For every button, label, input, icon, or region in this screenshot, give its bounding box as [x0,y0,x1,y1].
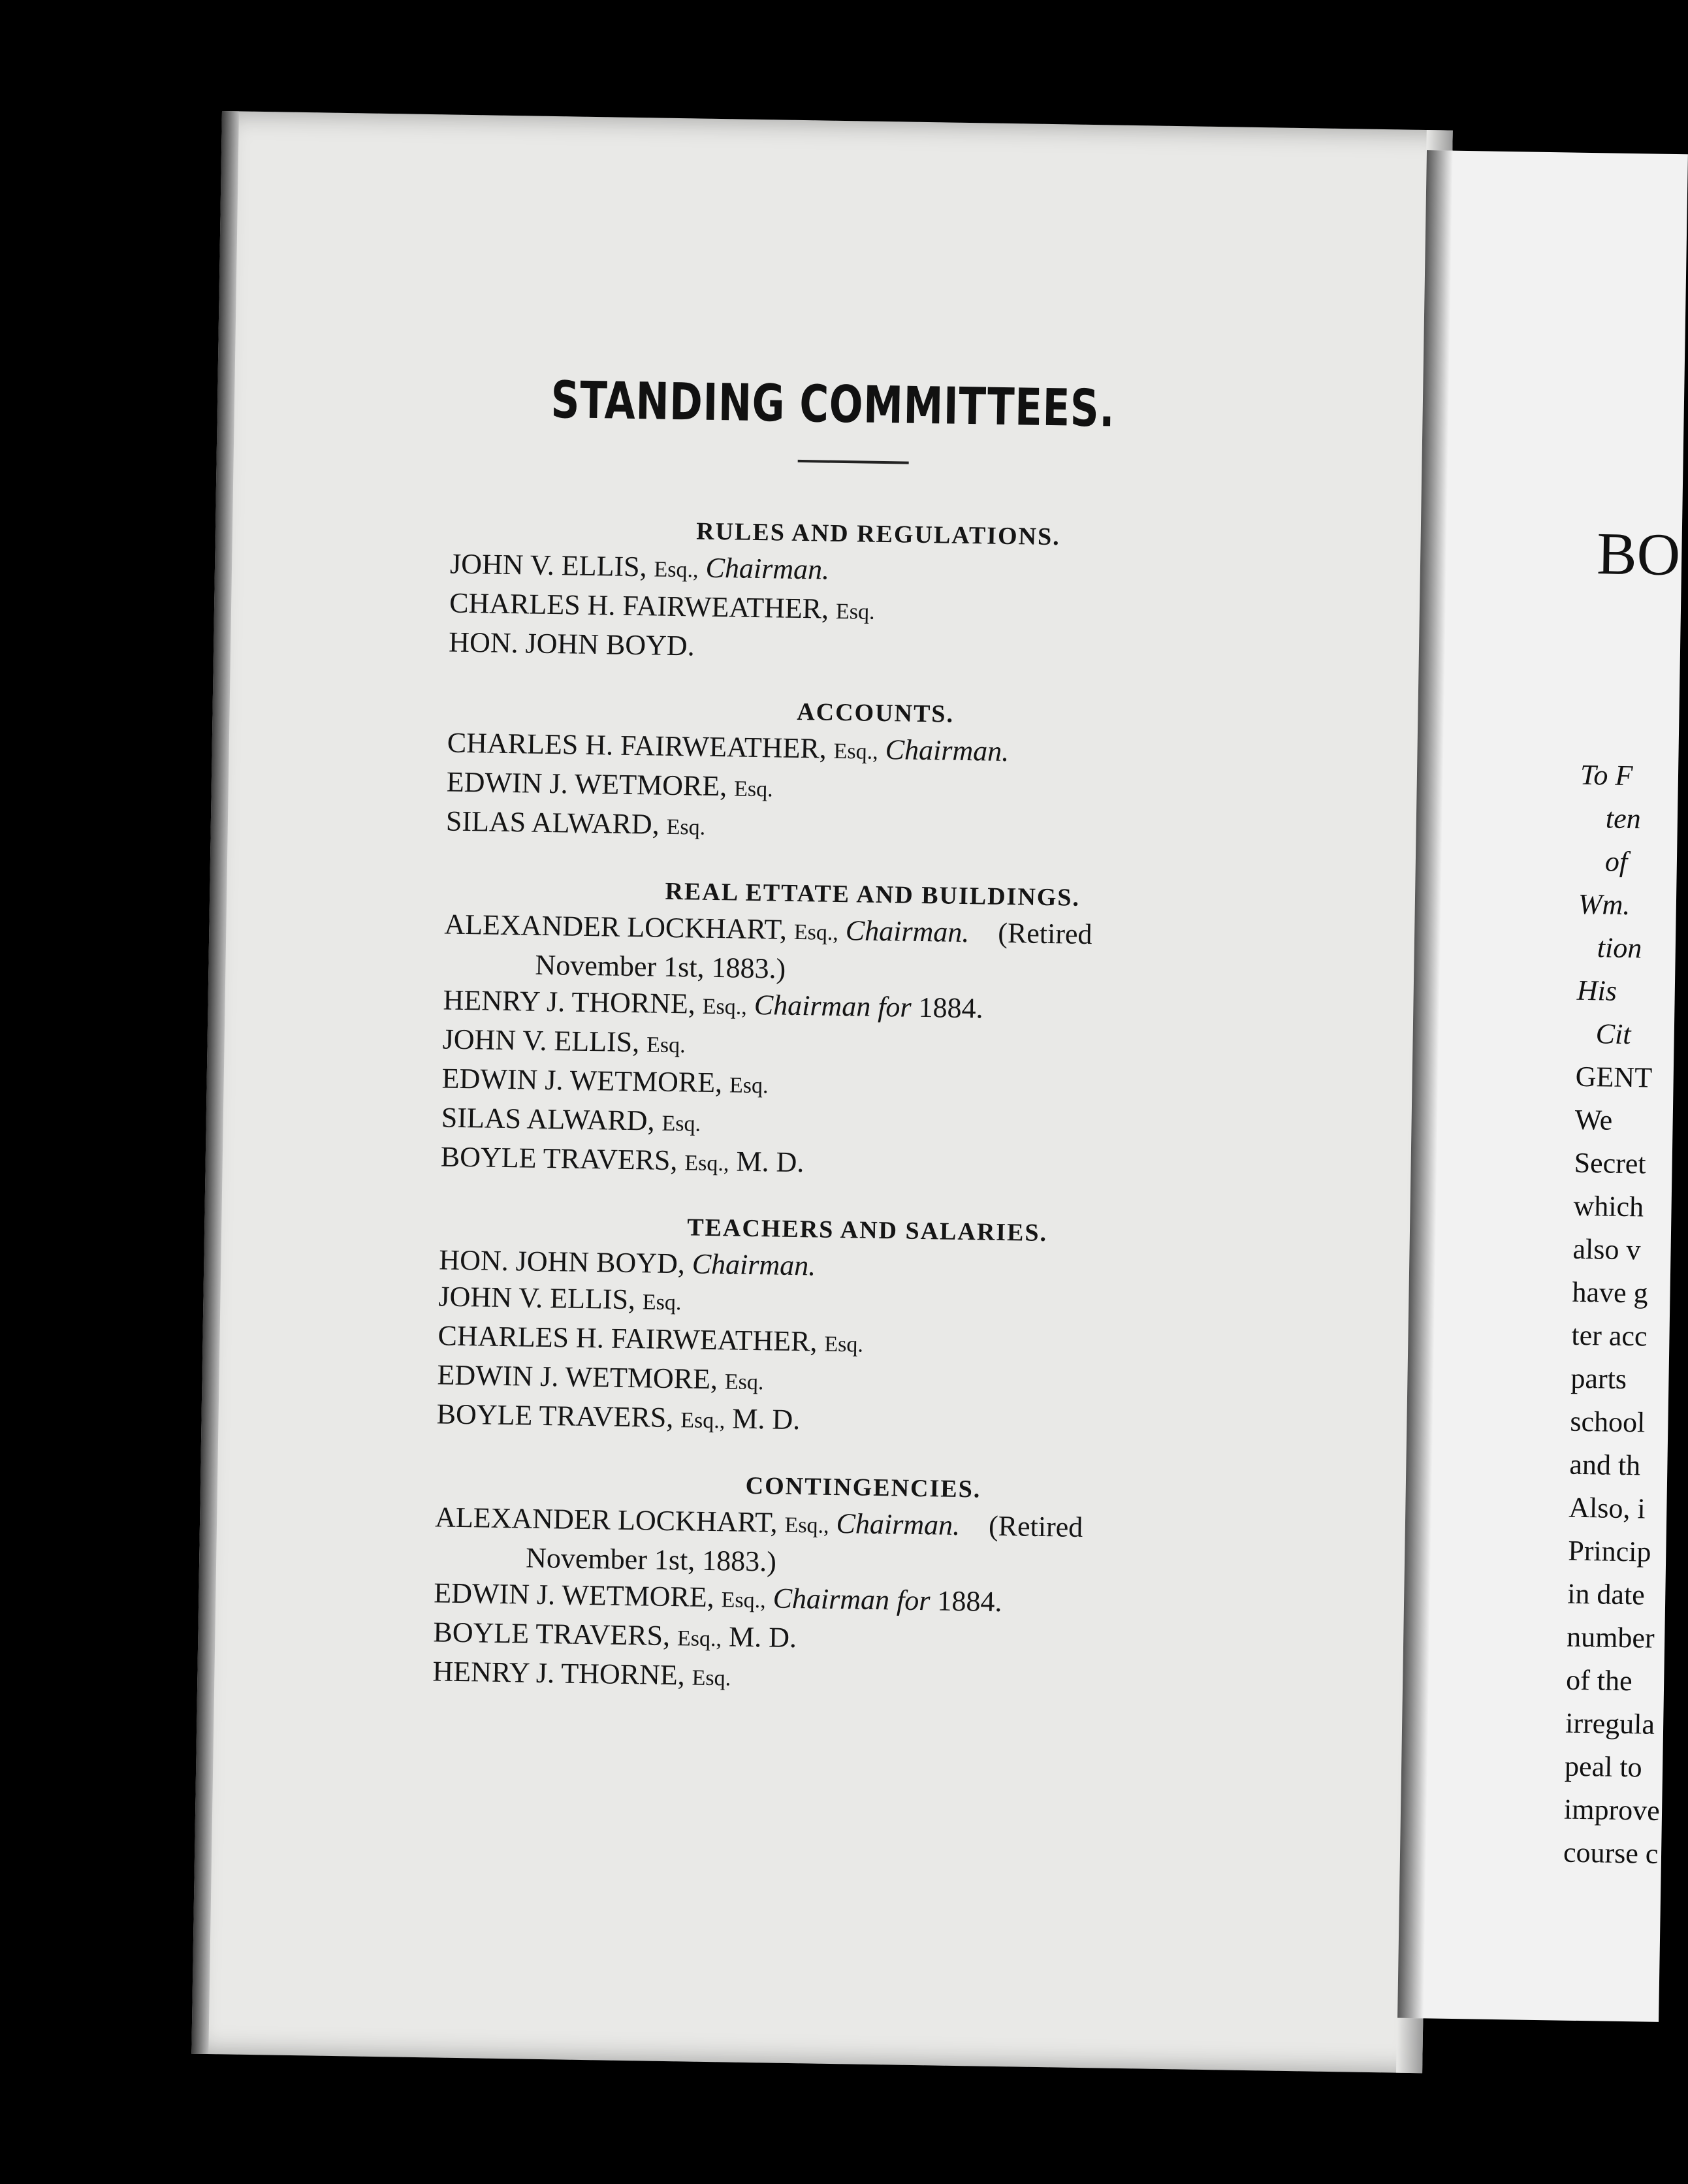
text-line: have g [1572,1276,1649,1309]
member-name: CHARLES H. FAIRWEATHER, [438,1319,818,1358]
member-suffix: Esq. [824,1332,864,1357]
committee-member [434,1499,1317,1588]
member-name: ALEXANDER LOCKHART, [434,1501,778,1539]
committee-heading: TEACHERS AND SALARIES. [686,1213,1048,1247]
member-extra: 1884. [918,991,984,1025]
text-line: improve [1563,1793,1661,1827]
text-line: irregula [1565,1707,1655,1741]
member-name: BOYLE TRAVERS, [436,1398,674,1434]
member-role: Chairman. [692,1247,816,1282]
text-line: Also, i [1568,1491,1646,1525]
member-extra: 1884. [937,1584,1002,1618]
text-line: ter acc [1571,1319,1648,1353]
committee-section [449,513,1332,675]
member-note-continued: November 1st, 1883.) [525,1541,777,1578]
right-page [1397,150,1688,2022]
member-name: JOHN V. ELLIS, [442,1023,640,1059]
committee-section [445,692,1329,856]
committee-section [436,1209,1321,1449]
text-line: of [1604,845,1628,878]
member-name: HON. JOHN BOYD. [448,626,695,662]
text-line: Secret [1574,1146,1646,1180]
text-line: school [1570,1405,1646,1439]
text-line: in date [1567,1577,1646,1611]
text-line: Wm. [1578,888,1631,922]
member-name: SILAS ALWARD, [441,1101,655,1137]
committee-member [443,907,1326,996]
member-note: (Retired [997,916,1092,951]
member-extra: M. D. [728,1620,797,1654]
member-suffix: Esq., [684,1151,729,1176]
member-suffix: Esq. [661,1111,701,1136]
committee-list [432,513,1332,1738]
member-name: EDWIN J. WETMORE, [446,765,727,803]
member-name: EDWIN J. WETMORE, [441,1062,723,1099]
text-line: and th [1569,1448,1641,1482]
member-suffix: Esq., [721,1588,766,1613]
committee-heading: CONTINGENCIES. [745,1471,981,1503]
text-line: His [1576,974,1617,1007]
member-name: EDWIN J. WETMORE, [437,1358,718,1396]
member-role: Chairman. [705,551,830,586]
text-line: Princip [1567,1534,1651,1568]
member-suffix: Esq., [833,739,878,764]
member-role: Chairman. [836,1507,961,1542]
member-suffix: Esq. [733,777,773,802]
committee-section [440,874,1326,1192]
member-name: BOYLE TRAVERS, [440,1140,678,1177]
member-suffix: Esq. [692,1665,731,1691]
text-line: also v [1572,1232,1641,1266]
page-title: STANDING COMMITTEES. [550,370,1116,439]
text-line: tion [1597,931,1642,965]
text-line: peal to [1564,1750,1643,1784]
member-suffix: Esq., [702,994,748,1020]
member-suffix: Esq., [654,557,699,583]
member-suffix: Esq., [677,1626,722,1652]
text-line: To F [1580,758,1633,792]
member-suffix: Esq. [729,1073,769,1099]
member-suffix: Esq. [666,814,706,840]
text-line: of the [1565,1663,1633,1697]
left-page [191,111,1452,2073]
right-page-text [1563,754,1677,1876]
committee-section [432,1466,1317,1706]
member-role: Chairman for [754,988,912,1023]
member-name: CHARLES H. FAIRWEATHER, [449,586,829,625]
text-line: which [1573,1189,1644,1223]
member-suffix: Esq., [784,1513,829,1538]
text-line: We [1574,1103,1613,1136]
member-name: HON. JOHN BOYD, [439,1244,686,1280]
member-name: BOYLE TRAVERS, [433,1616,671,1652]
title-divider [798,460,909,464]
member-role: Chairman for [772,1582,931,1617]
right-page-heading: BO [1596,520,1681,588]
text-line: GENT [1575,1060,1653,1094]
committee-heading: REAL ETTATE AND BUILDINGS. [665,877,1081,912]
committee-heading: RULES AND REGULATIONS. [695,517,1060,551]
text-line: course c [1563,1836,1659,1870]
member-name: HENRY J. THORNE, [443,984,696,1020]
member-name: JOHN V. ELLIS, [449,547,648,583]
text-line: Cit [1595,1018,1631,1051]
member-name: ALEXANDER LOCKHART, [444,908,788,946]
member-extra: M. D. [731,1402,801,1436]
committee-heading: ACCOUNTS. [796,698,955,728]
member-suffix: Esq. [646,1033,686,1058]
member-name: SILAS ALWARD, [445,805,660,841]
member-name: EDWIN J. WETMORE, [434,1577,715,1614]
member-suffix: Esq., [680,1408,725,1434]
member-suffix: Esq. [835,599,875,624]
member-role: Chairman. [885,733,1010,768]
member-note: (Retired [988,1509,1083,1543]
member-extra: M. D. [736,1145,804,1179]
member-name: JOHN V. ELLIS, [438,1280,636,1316]
member-suffix: Esq., [793,920,839,945]
member-suffix: Esq. [724,1370,764,1395]
text-line: number [1566,1620,1655,1654]
member-suffix: Esq. [642,1290,682,1315]
member-name: CHARLES H. FAIRWEATHER, [447,726,827,765]
page-edge [191,111,239,2054]
member-role: Chairman. [845,914,970,949]
member-note-continued: November 1st, 1883.) [535,948,786,985]
text-line: ten [1605,802,1642,835]
text-line: parts [1570,1362,1627,1396]
member-name: HENRY J. THORNE, [432,1655,686,1692]
